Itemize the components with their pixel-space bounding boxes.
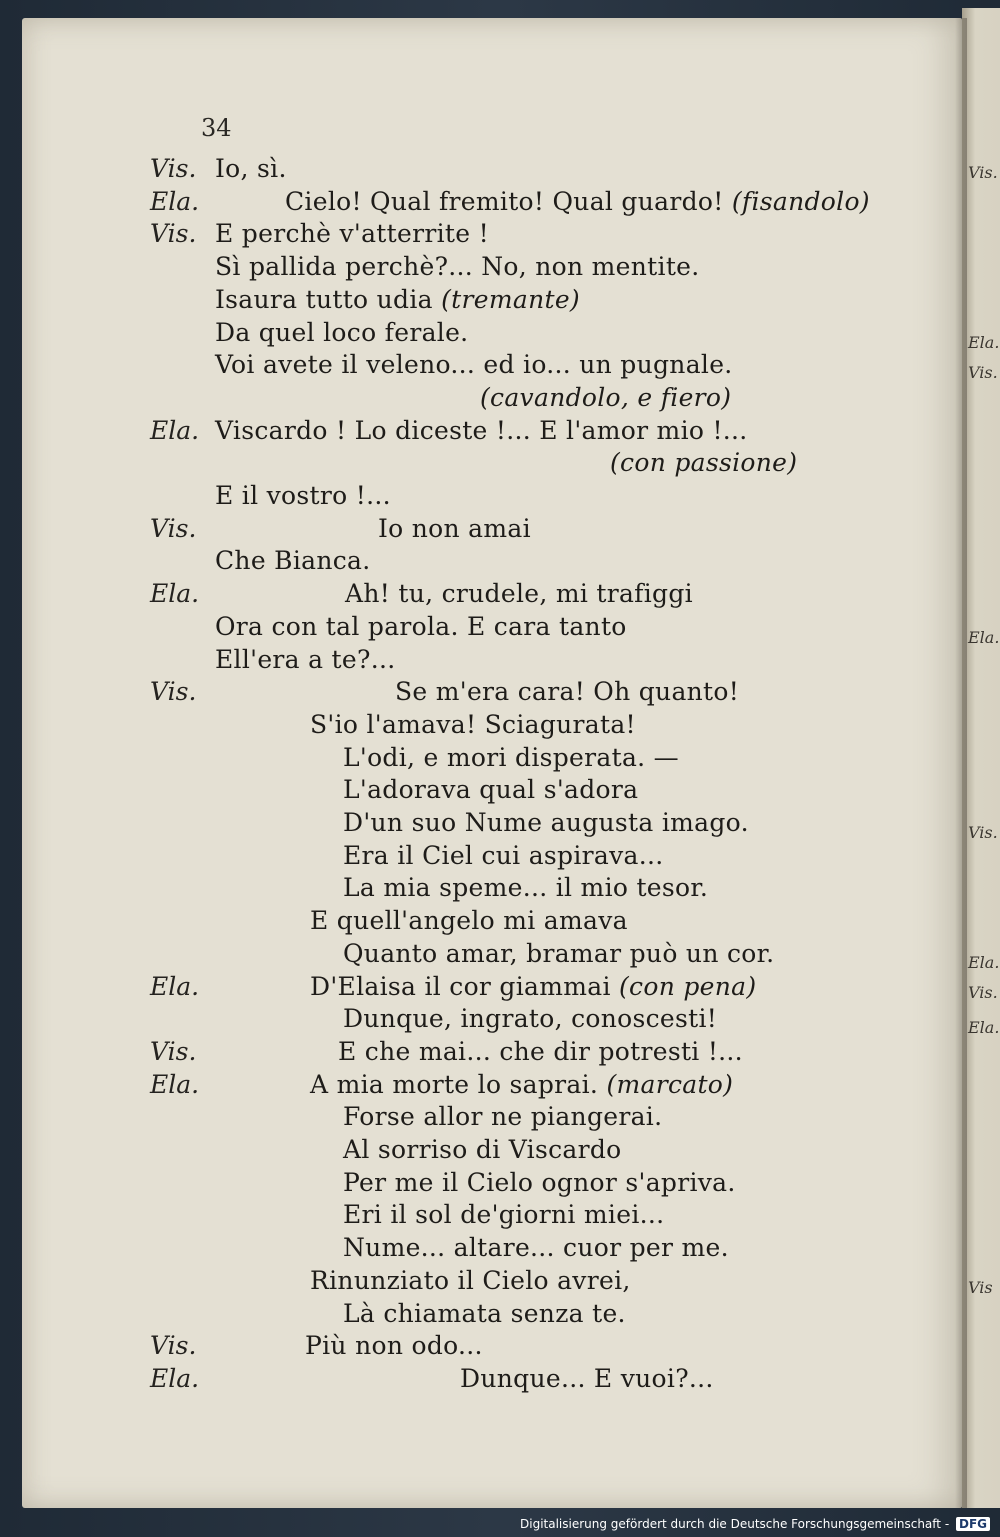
dialogue-line bbox=[0, 610, 960, 643]
verse-text bbox=[343, 1198, 664, 1231]
dialogue-line bbox=[0, 414, 960, 447]
speaker-label: Ela. bbox=[150, 187, 200, 216]
dialogue-line bbox=[0, 479, 960, 512]
dialogue-line bbox=[0, 1002, 960, 1035]
dialogue-line bbox=[0, 185, 960, 218]
dialogue-line bbox=[0, 970, 960, 1003]
verse-text bbox=[338, 1035, 743, 1068]
dialogue-line bbox=[0, 250, 960, 283]
verse-text bbox=[310, 904, 628, 937]
verse-text bbox=[343, 839, 663, 872]
dialogue-line bbox=[0, 1035, 960, 1068]
dialogue-line bbox=[0, 316, 960, 349]
verse-words: Ell'era a te?... bbox=[215, 645, 396, 674]
digitization-credit bbox=[520, 1517, 990, 1531]
verse-words: Per me il Cielo ognor s'apriva. bbox=[343, 1168, 736, 1197]
verse-text bbox=[215, 610, 627, 643]
dialogue-line bbox=[0, 1133, 960, 1166]
speaker-label: Vis. bbox=[150, 219, 197, 248]
dialogue-line bbox=[0, 1198, 960, 1231]
dialogue-line bbox=[0, 381, 960, 414]
verse-text bbox=[215, 479, 391, 512]
stage-direction: (fisandolo) bbox=[731, 187, 870, 216]
dialogue-line bbox=[0, 675, 960, 708]
verse-text bbox=[480, 381, 731, 414]
verse-text bbox=[215, 544, 371, 577]
stage-direction: (cavandolo, e fiero) bbox=[480, 383, 732, 412]
verse-words: Nume... altare... cuor per me. bbox=[343, 1233, 729, 1262]
dialogue-line bbox=[0, 871, 960, 904]
speaker-label: Vis. bbox=[150, 154, 197, 183]
verse-words: Forse allor ne piangerai. bbox=[343, 1102, 663, 1131]
dialogue-line bbox=[0, 1231, 960, 1264]
edge-speaker-fragment: Ela. bbox=[968, 1018, 1000, 1037]
verse-words: L'adorava qual s'adora bbox=[343, 775, 639, 804]
verse-text bbox=[343, 937, 774, 970]
verse-text bbox=[310, 1264, 631, 1297]
dialogue-line bbox=[0, 446, 960, 479]
verse-words: Io non amai bbox=[378, 514, 531, 543]
stage-direction: (tremante) bbox=[441, 285, 580, 314]
dialogue-line bbox=[0, 643, 960, 676]
stage-direction: (con pena) bbox=[619, 972, 757, 1001]
verse-words: La mia speme... il mio tesor. bbox=[343, 873, 709, 902]
verse-text bbox=[343, 1133, 622, 1166]
verse-text bbox=[343, 1002, 717, 1035]
stage-direction: (marcato) bbox=[606, 1070, 734, 1099]
speaker-label: Vis. bbox=[150, 1037, 197, 1066]
dialogue-line bbox=[0, 1297, 960, 1330]
verse-text bbox=[460, 1362, 714, 1395]
verse-words: Ah! tu, crudele, mi trafiggi bbox=[345, 579, 693, 608]
verse-text bbox=[310, 970, 756, 1003]
stage-direction: (con passione) bbox=[610, 448, 798, 477]
verse-text bbox=[215, 643, 395, 676]
dialogue-line bbox=[0, 512, 960, 545]
edge-speaker-fragment: Ela. bbox=[968, 628, 1000, 647]
verse-words: E il vostro !... bbox=[215, 481, 391, 510]
speaker-label: Ela. bbox=[150, 1070, 200, 1099]
verse-text bbox=[285, 185, 870, 218]
speaker-label: Ela. bbox=[150, 579, 200, 608]
verse-text bbox=[215, 414, 748, 447]
verse-text bbox=[215, 283, 580, 316]
verse-words: A mia morte lo saprai. bbox=[310, 1070, 599, 1099]
verse-text bbox=[378, 512, 531, 545]
dialogue-line bbox=[0, 577, 960, 610]
verse-words: E che mai... che dir potresti !... bbox=[338, 1037, 743, 1066]
verse-text bbox=[610, 446, 797, 479]
verse-words: Al sorriso di Viscardo bbox=[343, 1135, 622, 1164]
edge-speaker-fragment: Vis. bbox=[968, 363, 998, 382]
verse-words: D'Elaisa il cor giammai bbox=[310, 972, 611, 1001]
dialogue-line bbox=[0, 1264, 960, 1297]
verse-text bbox=[310, 708, 636, 741]
dialogue-line bbox=[0, 1068, 960, 1101]
verse-text bbox=[305, 1329, 483, 1362]
verse-words: L'odi, e mori disperata. — bbox=[343, 743, 679, 772]
dfg-logo: DFG bbox=[956, 1517, 990, 1531]
edge-speaker-fragment: Vis. bbox=[968, 983, 998, 1002]
verse-text bbox=[343, 773, 638, 806]
speaker-label: Ela. bbox=[150, 1364, 200, 1393]
verse-words: Io, sì. bbox=[215, 154, 287, 183]
verse-words: E perchè v'atterrite ! bbox=[215, 219, 489, 248]
dialogue-line bbox=[0, 1166, 960, 1199]
verse-text bbox=[215, 152, 287, 185]
dialogue-line bbox=[0, 708, 960, 741]
verse-words: Da quel loco ferale. bbox=[215, 318, 469, 347]
verse-words: Cielo! Qual fremito! Qual guardo! bbox=[285, 187, 724, 216]
speaker-label: Vis. bbox=[150, 514, 197, 543]
verse-words: Eri il sol de'giorni miei... bbox=[343, 1200, 665, 1229]
verse-text bbox=[343, 1100, 662, 1133]
verse-text bbox=[343, 1166, 736, 1199]
verse-words: Che Bianca. bbox=[215, 546, 371, 575]
adjacent-page-edge bbox=[962, 8, 1000, 1508]
edge-speaker-fragment: Ela. bbox=[968, 953, 1000, 972]
verse-text bbox=[395, 675, 739, 708]
verse-words: Dunque... E vuoi?... bbox=[460, 1364, 714, 1393]
verse-words: D'un suo Nume augusta imago. bbox=[343, 808, 749, 837]
dialogue-line bbox=[0, 1329, 960, 1362]
verse-words: Voi avete il veleno... ed io... un pugnale. bbox=[215, 350, 733, 379]
dialogue-line bbox=[0, 937, 960, 970]
verse-words: Dunque, ingrato, conoscesti! bbox=[343, 1004, 718, 1033]
verse-text bbox=[215, 348, 733, 381]
dialogue-line bbox=[0, 806, 960, 839]
edge-speaker-fragment: Vis bbox=[968, 1278, 993, 1297]
verse-text bbox=[215, 316, 468, 349]
verse-text bbox=[343, 871, 708, 904]
dialogue-line bbox=[0, 152, 960, 185]
speaker-label: Ela. bbox=[150, 416, 200, 445]
verse-words: Isaura tutto udia bbox=[215, 285, 433, 314]
verse-words: Là chiamata senza te. bbox=[343, 1299, 626, 1328]
verse-words: Ora con tal parola. E cara tanto bbox=[215, 612, 627, 641]
page-number: 34 bbox=[201, 114, 232, 142]
verse-text bbox=[343, 1231, 729, 1264]
verse-words: S'io l'amava! Sciagurata! bbox=[310, 710, 636, 739]
verse-text bbox=[215, 217, 489, 250]
edge-speaker-fragment: Ela. bbox=[968, 333, 1000, 352]
verse-words: Viscardo ! Lo diceste !... E l'amor mio !... bbox=[215, 416, 748, 445]
verse-text bbox=[343, 741, 679, 774]
verse-text bbox=[345, 577, 693, 610]
edge-speaker-fragment: Vis. bbox=[968, 823, 998, 842]
speaker-label: Ela. bbox=[150, 972, 200, 1001]
dialogue-line bbox=[0, 839, 960, 872]
verse-text bbox=[310, 1068, 733, 1101]
dialogue-line bbox=[0, 348, 960, 381]
verse-text bbox=[343, 806, 749, 839]
dialogue-line bbox=[0, 741, 960, 774]
edge-speaker-fragment: Vis. bbox=[968, 163, 998, 182]
speaker-label: Vis. bbox=[150, 1331, 197, 1360]
speaker-label: Vis. bbox=[150, 677, 197, 706]
verse-words: E quell'angelo mi amava bbox=[310, 906, 628, 935]
dialogue-line bbox=[0, 904, 960, 937]
verse-text bbox=[215, 250, 700, 283]
verse-words: Era il Ciel cui aspirava... bbox=[343, 841, 664, 870]
verse-text bbox=[343, 1297, 626, 1330]
dialogue-line bbox=[0, 283, 960, 316]
verse-words: Quanto amar, bramar può un cor. bbox=[343, 939, 775, 968]
verse-words: Rinunziato il Cielo avrei, bbox=[310, 1266, 631, 1295]
dialogue-line bbox=[0, 217, 960, 250]
verse-words: Se m'era cara! Oh quanto! bbox=[395, 677, 740, 706]
dialogue-line bbox=[0, 1362, 960, 1395]
verse-words: Sì pallida perchè?... No, non mentite. bbox=[215, 252, 700, 281]
verse-words: Più non odo... bbox=[305, 1331, 483, 1360]
dialogue-line bbox=[0, 544, 960, 577]
dialogue-line bbox=[0, 1100, 960, 1133]
dialogue-line bbox=[0, 773, 960, 806]
credit-text: Digitalisierung gefördert durch die Deutsche Forschungsgemeinschaft - bbox=[520, 1517, 950, 1531]
